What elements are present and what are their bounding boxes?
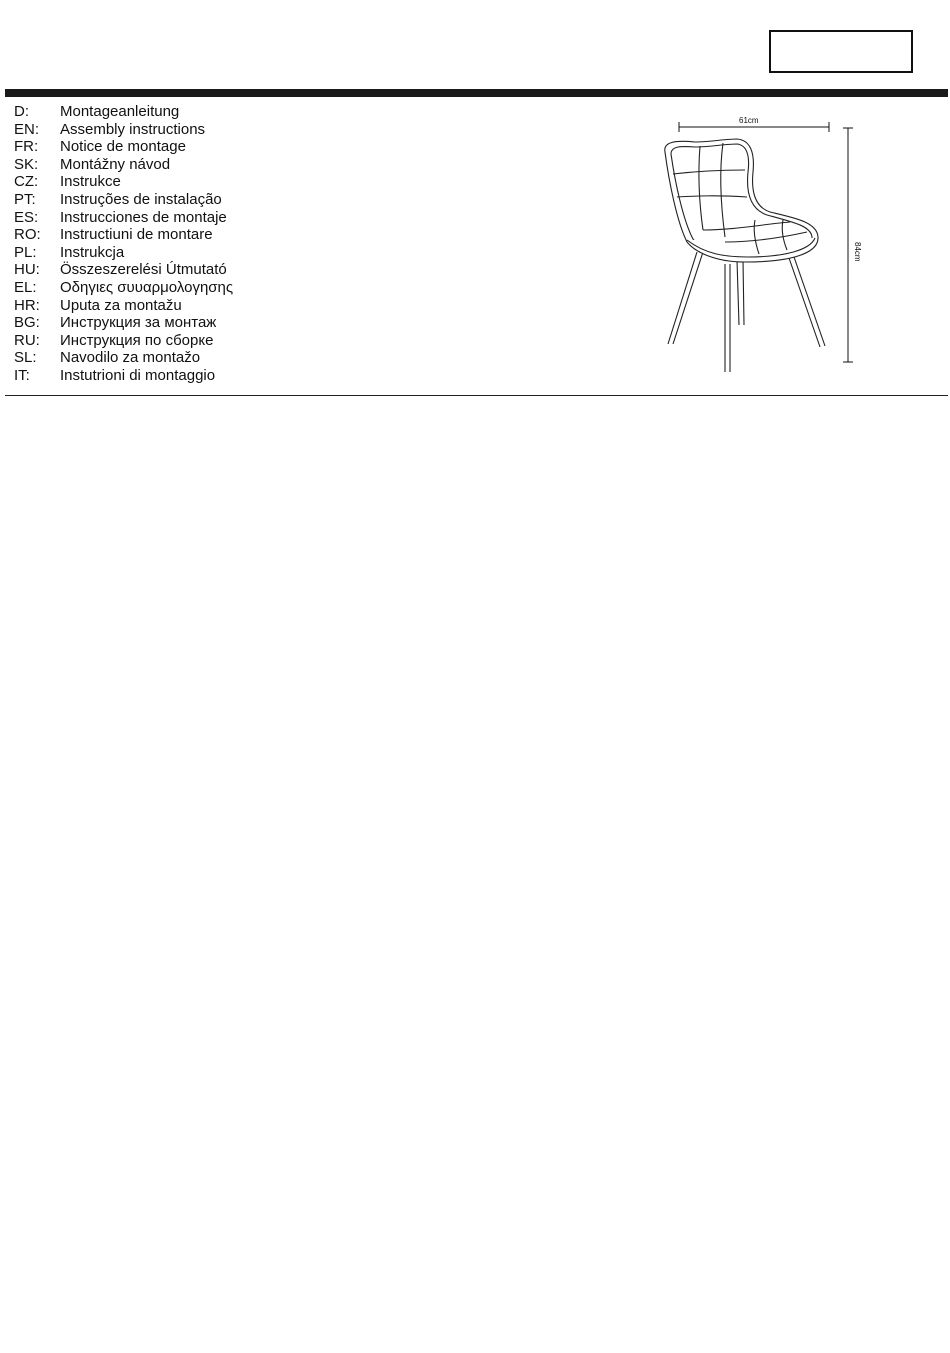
language-code: BG: [14,314,40,332]
height-label: 84cm [853,242,862,262]
chair-leg [789,258,820,347]
language-row [14,261,233,279]
language-row [14,367,233,385]
language-code: RU: [14,331,40,349]
language-row [14,314,233,332]
section-divider [5,395,948,396]
language-row [14,209,233,227]
language-title: Assembly instructions [60,120,206,138]
language-row [14,173,233,191]
header-rule [5,89,948,97]
language-title: Instrukce [60,173,121,191]
language-row [14,121,233,139]
language-code: SL: [14,349,37,367]
product-code-box [769,30,913,73]
chair-drawing [655,112,865,377]
language-title: Инструкция по сборке [60,331,214,349]
language-row [14,138,233,156]
language-code: RO: [14,226,41,244]
language-title: Navodilo za montažo [60,349,201,367]
language-title: Instrucciones de montaje [60,208,227,226]
language-row [14,156,233,174]
language-row [14,244,233,262]
language-code: CZ: [14,173,39,191]
chair-leg [794,257,825,346]
language-code: HU: [14,261,40,279]
language-row [14,279,233,297]
language-code: D: [14,103,29,120]
language-title: Instrukcja [60,243,125,261]
width-label: 61cm [739,116,759,125]
language-title: Notice de montage [60,138,186,156]
language-title: Montageanleitung [60,103,180,120]
language-code: EL: [14,278,37,296]
chair-dimension-figure [655,112,865,377]
chair-leg [737,260,739,325]
language-code: ES: [14,208,39,226]
language-code: PT: [14,190,36,208]
language-row [14,191,233,209]
language-code: EN: [14,120,40,138]
language-title: Инструкция за монтаж [60,314,217,332]
language-title: Uputa za montažu [60,296,182,314]
chair-piping [671,144,812,255]
language-title: Montážny návod [60,155,171,173]
chair-leg [668,252,697,344]
language-code: HR: [14,296,40,314]
language-code: SK: [14,155,39,173]
language-code: IT: [14,366,30,384]
language-row [14,103,233,121]
chair-leg [743,260,744,325]
language-list [14,103,233,385]
language-title: Instruções de instalação [60,190,222,208]
language-code: FR: [14,138,39,156]
language-title: Összeszerelési Útmutató [60,261,227,279]
language-row [14,226,233,244]
language-title: Οδηγιες συυαρμολογησης [60,278,234,296]
language-title: Instructiuni de montare [60,226,213,244]
chair-outline-icon [665,139,825,372]
language-row [14,349,233,367]
chair-leg [673,252,703,344]
language-code: PL: [14,243,37,261]
language-row [14,332,233,350]
language-row [14,297,233,315]
language-title: Instutrioni di montaggio [60,366,216,384]
